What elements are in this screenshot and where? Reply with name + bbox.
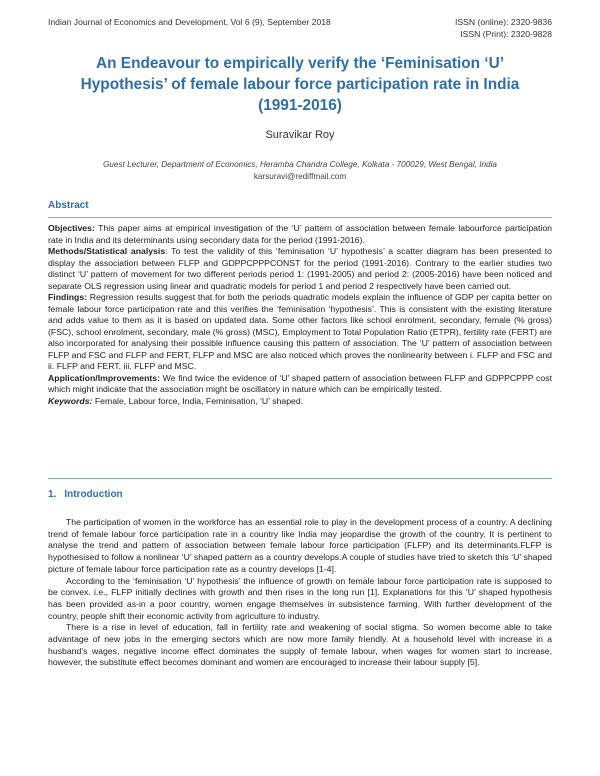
section-number: 1. [48,489,57,500]
intro-paragraph-3: There is a rise in level of education, fall in fertility rate and weakening of social stigma. So women become able to take advantage of new jobs in the emerging sectors which are now more family friendly. At a household level with increase in a husband’s wages, negative income effect dominates the supply of female labour, when wages for women start to increase, however, the substitute effect becomes dominant and women are encouraged to increase their labour supply [5]. [48,622,552,668]
abstract-methods [48,246,552,292]
introduction-body [48,517,552,669]
issn-print: ISSN (Print): 2320-9828 [460,28,552,39]
intro-paragraph-1: The participation of women in the workforce has an essential role to play in the development process of a country. A declining trend of female labour force participation rate in a country like India may jeopardise the growth of the country. It is pertinent to analyse the trend and pattern of association between female labour force participation (FLFP) and its determinants.FLFP is hypothesised to follow a nonlinear ‘U’ shaped pattern as a country develops.A couple of studies have tried to sketch this ‘U’ shaped picture of female labour force participation rate as a country develops [1-4]. [48,517,552,574]
author-email: karsuravi@rediffmail.com [253,172,347,181]
introduction-heading [48,489,123,500]
methods-label: Methods/Statistical analysis [48,246,166,256]
abstract-findings [48,292,552,373]
title-line-1: An Endeavour to empirically verify the ‘Feminisation ‘U’ [96,55,504,72]
keywords-text: Female, Labour force, India, Feminisation, ‘U’ shaped. [94,395,304,406]
affiliation-block [40,159,560,183]
abstract-keywords [48,396,552,408]
objectives-label: Objectives: [48,223,95,233]
findings-text: Regression results suggest that for both the periods quadratic models explain the influence of GDP per capita better on female labour force participation rate and this verifies the ‘feminisation ‘hypothesis’. This is consistent with the existing literature and adds value to them as it is based on updated data. Some other factors like school enrolment, secondary, female (% gross) (FSC), school enrolment, secondary, male (% gross) (MSC), Employment to Total Population Ratio (ETPR), fertility rate (FERT) are also incorporated for analysing their possible influence causing this pattern of association. The ‘U’ pattern of association between FLFP and FSC and FLFP and FERT, FLFP and MSC are also noticed which proves the nonlinearity between i. FLFP and FSC and ii. FLFP and FERT, iii. FLFP and MSC. [48,292,552,371]
application-text: We find twice the evidence of ‘U’ shaped pattern of association between FLFP and GDPPCPPP cost which might indicate that the association might be oscillatory in nature which can be empirically tested. [48,372,552,394]
intro-paragraph-2: According to the ‘feminisation ‘U’ hypothesis’ the influence of growth on female labour force participation rate is supposed to be convex. i.e., FLFP initially declines with growth and then rises in the long run [1]. Explanations for this ‘U’ shaped hypothesis has been provided as-in a poor country, women engage themselves in subsistence farming. With further development of the country, people shift their economic activity from agriculture to industry. [48,575,552,621]
journal-header: Indian Journal of Economics and Development, Vol 6 (9), September 2018 [48,17,331,27]
title-line-3: (1991-2016) [258,97,342,114]
section-title: Introduction [64,489,123,500]
affiliation: Guest Lecturer, Department of Economics, Heramba Chandra College, Kolkata - 700029, West Bengal, India [103,160,497,169]
objectives-text: This paper aims at empirical investigation of the ‘U’ pattern of association between female labourforce participation rate in India and its determinants using secondary data for the period (1991-2016). [48,223,552,245]
application-label: Application/Improvements: [48,372,160,383]
abstract-bottom-divider [48,478,552,479]
paper-title [40,53,560,116]
abstract-application [48,373,552,396]
issn-block [455,17,552,40]
issn-online: ISSN (online): 2320-9836 [455,17,552,27]
abstract-body [48,223,552,407]
keywords-label: Keywords: [48,395,93,406]
abstract-heading: Abstract [48,200,89,211]
title-line-2: Hypothesis’ of female labour force participation rate in India [80,76,520,93]
author-name: Suravikar Roy [265,129,335,141]
abstract-objectives [48,223,552,246]
methods-text: : To test the validity of this ‘feminisation ‘U’ hypothesis’ a scatter diagram has been presented to display the association between FLFP and GDPPCPPPCONST for the period (1991-2016). Contrary to the earlier studies two distinct ‘U’ pattern of movement for two different periods period 1: (1991-2005) and period 2: (2005-2016) have been noticed and separate OLS regression using linear and quadratic models for period 1 and period 2 respectively have been carried out. [48,246,552,291]
abstract-top-divider [48,217,552,218]
findings-label: Findings: [48,292,88,302]
